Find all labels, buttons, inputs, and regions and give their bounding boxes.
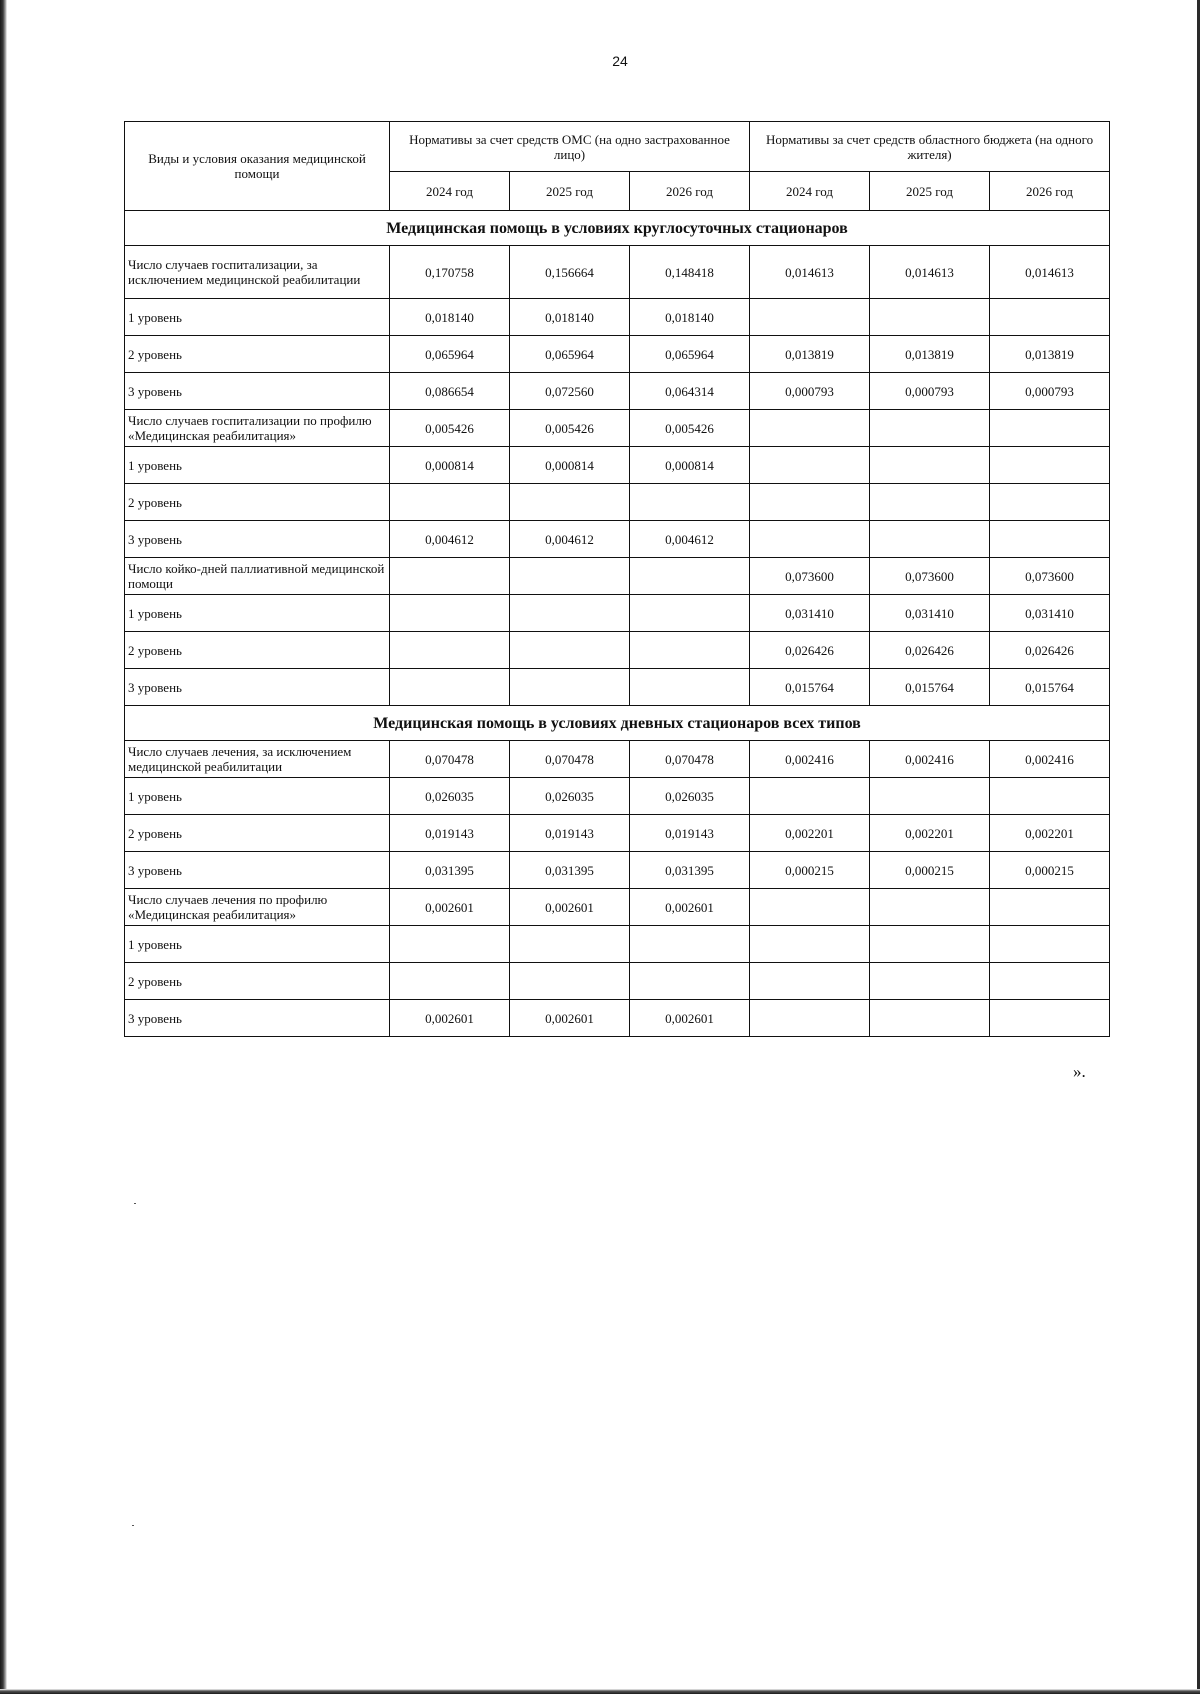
column-group-oms: Нормативы за счет средств ОМС (на одно застрахованное лицо) [390, 122, 750, 172]
value-cell [390, 632, 510, 669]
value-cell [870, 889, 990, 926]
table-row [125, 521, 1110, 558]
scan-speck [134, 1203, 136, 1204]
value-cell [870, 963, 990, 1000]
table-row [125, 815, 1110, 852]
row-label: 1 уровень [125, 926, 390, 963]
table-row [125, 963, 1110, 1000]
value-cell: 0,000793 [990, 373, 1110, 410]
value-cell [990, 778, 1110, 815]
row-label: 3 уровень [125, 373, 390, 410]
value-cell: 0,073600 [990, 558, 1110, 595]
value-cell: 0,013819 [750, 336, 870, 373]
value-cell: 0,065964 [390, 336, 510, 373]
row-label: Число случаев госпитализации по профилю «Медицинская реабилитация» [125, 410, 390, 447]
value-cell: 0,064314 [630, 373, 750, 410]
value-cell: 0,014613 [870, 246, 990, 299]
table-row [125, 741, 1110, 778]
row-label: 2 уровень [125, 815, 390, 852]
table-row [125, 336, 1110, 373]
value-cell: 0,002201 [990, 815, 1110, 852]
row-label: 1 уровень [125, 299, 390, 336]
value-cell: 0,065964 [510, 336, 630, 373]
value-cell: 0,015764 [990, 669, 1110, 706]
value-cell [750, 521, 870, 558]
section-title: Медицинская помощь в условиях круглосуточных стационаров [125, 211, 1110, 246]
row-label: Число случаев лечения, за исключением медицинской реабилитации [125, 741, 390, 778]
value-cell: 0,013819 [990, 336, 1110, 373]
value-cell [990, 521, 1110, 558]
value-cell: 0,000814 [390, 447, 510, 484]
value-cell [750, 447, 870, 484]
value-cell: 0,031395 [630, 852, 750, 889]
value-cell [870, 926, 990, 963]
year-header: 2025 год [510, 172, 630, 211]
value-cell [510, 926, 630, 963]
value-cell: 0,018140 [510, 299, 630, 336]
value-cell [750, 778, 870, 815]
value-cell [750, 410, 870, 447]
value-cell: 0,000215 [750, 852, 870, 889]
value-cell [990, 410, 1110, 447]
value-cell [990, 299, 1110, 336]
value-cell [870, 447, 990, 484]
scan-speck [132, 1525, 134, 1526]
value-cell: 0,000814 [630, 447, 750, 484]
value-cell [390, 926, 510, 963]
value-cell: 0,019143 [630, 815, 750, 852]
row-label: Число случаев госпитализации, за исключением медицинской реабилитации [125, 246, 390, 299]
row-label: Число койко-дней паллиативной медицинской помощи [125, 558, 390, 595]
row-label: 2 уровень [125, 963, 390, 1000]
value-cell [750, 484, 870, 521]
value-cell: 0,004612 [390, 521, 510, 558]
value-cell: 0,015764 [750, 669, 870, 706]
value-cell [390, 669, 510, 706]
value-cell: 0,026426 [990, 632, 1110, 669]
table-row [125, 484, 1110, 521]
value-cell: 0,004612 [510, 521, 630, 558]
year-header: 2024 год [750, 172, 870, 211]
value-cell [630, 595, 750, 632]
value-cell: 0,015764 [870, 669, 990, 706]
value-cell [990, 889, 1110, 926]
column-header-kinds: Виды и условия оказания медицинской помощи [125, 122, 390, 211]
value-cell: 0,002201 [750, 815, 870, 852]
row-label: 3 уровень [125, 1000, 390, 1037]
value-cell [870, 299, 990, 336]
value-cell: 0,002601 [630, 1000, 750, 1037]
row-label: 3 уровень [125, 521, 390, 558]
table-row [125, 778, 1110, 815]
value-cell [390, 484, 510, 521]
year-header: 2026 год [630, 172, 750, 211]
value-cell [990, 926, 1110, 963]
value-cell: 0,005426 [390, 410, 510, 447]
table-row [125, 595, 1110, 632]
value-cell: 0,002601 [390, 1000, 510, 1037]
section-row [125, 211, 1110, 246]
value-cell: 0,026426 [870, 632, 990, 669]
value-cell: 0,170758 [390, 246, 510, 299]
table-row [125, 299, 1110, 336]
table-row [125, 373, 1110, 410]
value-cell: 0,026035 [630, 778, 750, 815]
table-row [125, 852, 1110, 889]
value-cell: 0,002416 [990, 741, 1110, 778]
row-label: 2 уровень [125, 484, 390, 521]
value-cell: 0,031410 [990, 595, 1110, 632]
value-cell: 0,026426 [750, 632, 870, 669]
year-header: 2024 год [390, 172, 510, 211]
value-cell: 0,031395 [390, 852, 510, 889]
table-row [125, 447, 1110, 484]
value-cell [990, 1000, 1110, 1037]
year-header: 2026 год [990, 172, 1110, 211]
value-cell: 0,031410 [750, 595, 870, 632]
value-cell: 0,002601 [510, 1000, 630, 1037]
value-cell [870, 484, 990, 521]
value-cell [630, 926, 750, 963]
value-cell: 0,000215 [990, 852, 1110, 889]
closing-quote-mark: ». [1073, 1062, 1086, 1081]
value-cell: 0,000793 [870, 373, 990, 410]
value-cell: 0,065964 [630, 336, 750, 373]
row-label: 2 уровень [125, 336, 390, 373]
value-cell [990, 484, 1110, 521]
value-cell [750, 963, 870, 1000]
value-cell: 0,070478 [630, 741, 750, 778]
value-cell [510, 484, 630, 521]
value-cell: 0,026035 [510, 778, 630, 815]
value-cell: 0,019143 [390, 815, 510, 852]
value-cell [630, 484, 750, 521]
value-cell [390, 558, 510, 595]
value-cell [990, 963, 1110, 1000]
value-cell [390, 595, 510, 632]
value-cell [510, 632, 630, 669]
section-row [125, 706, 1110, 741]
value-cell [510, 669, 630, 706]
row-label: 1 уровень [125, 595, 390, 632]
header-row-groups [125, 122, 1110, 172]
value-cell: 0,000814 [510, 447, 630, 484]
row-label: 3 уровень [125, 852, 390, 889]
table-row [125, 246, 1110, 299]
norms-table [124, 121, 1110, 1037]
value-cell: 0,004612 [630, 521, 750, 558]
value-cell: 0,002601 [390, 889, 510, 926]
row-label: 2 уровень [125, 632, 390, 669]
row-label: 1 уровень [125, 447, 390, 484]
value-cell: 0,018140 [630, 299, 750, 336]
value-cell: 0,002601 [630, 889, 750, 926]
value-cell [510, 595, 630, 632]
value-cell [870, 521, 990, 558]
value-cell: 0,031410 [870, 595, 990, 632]
scan-left-edge [0, 0, 7, 1694]
value-cell [750, 299, 870, 336]
value-cell: 0,086654 [390, 373, 510, 410]
row-label: 3 уровень [125, 669, 390, 706]
value-cell: 0,031395 [510, 852, 630, 889]
year-header: 2025 год [870, 172, 990, 211]
table-row [125, 926, 1110, 963]
table-row [125, 558, 1110, 595]
value-cell [630, 558, 750, 595]
value-cell: 0,002201 [870, 815, 990, 852]
value-cell: 0,073600 [870, 558, 990, 595]
column-group-budget: Нормативы за счет средств областного бюджета (на одного жителя) [750, 122, 1110, 172]
value-cell: 0,026035 [390, 778, 510, 815]
value-cell: 0,148418 [630, 246, 750, 299]
scan-bottom-edge [0, 1689, 1200, 1694]
value-cell: 0,072560 [510, 373, 630, 410]
value-cell: 0,002416 [870, 741, 990, 778]
value-cell: 0,005426 [630, 410, 750, 447]
value-cell [630, 669, 750, 706]
value-cell: 0,156664 [510, 246, 630, 299]
value-cell: 0,014613 [750, 246, 870, 299]
value-cell: 0,014613 [990, 246, 1110, 299]
value-cell [510, 963, 630, 1000]
value-cell: 0,002416 [750, 741, 870, 778]
row-label: Число случаев лечения по профилю «Медицинская реабилитация» [125, 889, 390, 926]
value-cell [630, 963, 750, 1000]
value-cell: 0,002601 [510, 889, 630, 926]
value-cell: 0,070478 [510, 741, 630, 778]
value-cell [990, 447, 1110, 484]
value-cell: 0,005426 [510, 410, 630, 447]
value-cell [870, 778, 990, 815]
value-cell [750, 889, 870, 926]
value-cell [510, 558, 630, 595]
section-title: Медицинская помощь в условиях дневных стационаров всех типов [125, 706, 1110, 741]
value-cell [870, 410, 990, 447]
value-cell [750, 1000, 870, 1037]
value-cell: 0,000215 [870, 852, 990, 889]
value-cell [390, 963, 510, 1000]
value-cell [630, 632, 750, 669]
value-cell: 0,019143 [510, 815, 630, 852]
value-cell [870, 1000, 990, 1037]
table-row [125, 669, 1110, 706]
value-cell [750, 926, 870, 963]
table-row [125, 1000, 1110, 1037]
table-row [125, 410, 1110, 447]
page-number: 24 [612, 53, 628, 69]
table-row [125, 632, 1110, 669]
value-cell: 0,000793 [750, 373, 870, 410]
value-cell: 0,013819 [870, 336, 990, 373]
value-cell: 0,070478 [390, 741, 510, 778]
value-cell: 0,018140 [390, 299, 510, 336]
row-label: 1 уровень [125, 778, 390, 815]
value-cell: 0,073600 [750, 558, 870, 595]
table-row [125, 889, 1110, 926]
